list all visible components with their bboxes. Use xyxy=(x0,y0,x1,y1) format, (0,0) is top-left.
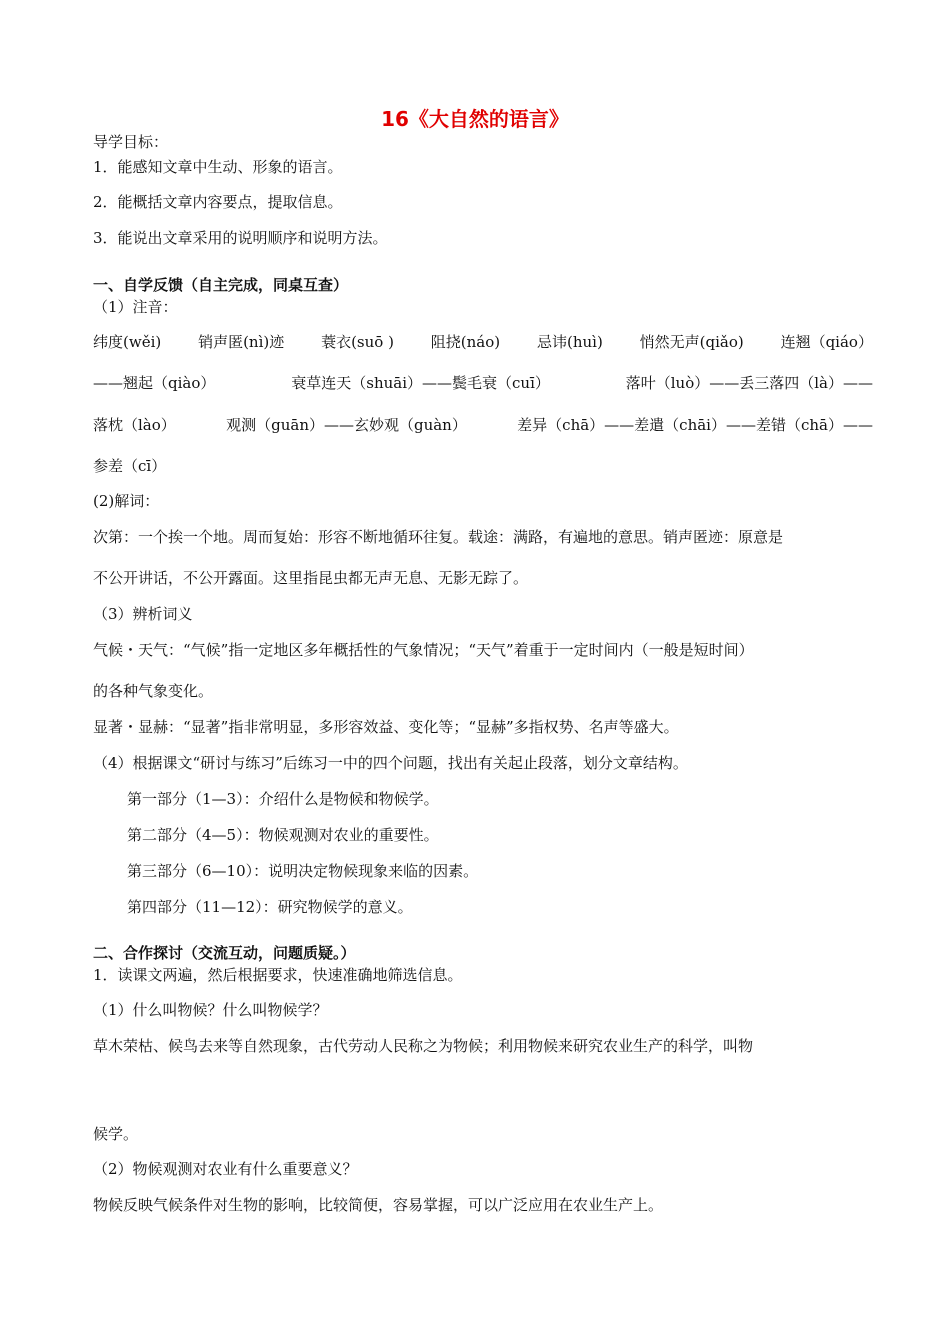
pinyin-row xyxy=(93,332,873,352)
structure-part: 第三部分（6—10）：说明决定物候现象来临的因素。 xyxy=(127,862,479,880)
pinyin-entry: 落叶（luò）——丢三落四（là）—— xyxy=(625,374,873,392)
pinyin-entry: 差异（chā）——差遣（chāi）——差错（chā）—— xyxy=(517,416,873,434)
pinyin-entry: 连翘（qiáo） xyxy=(780,333,873,351)
document-title: 16《大自然的语言》 xyxy=(381,107,569,131)
pinyin-label: （1）注音： xyxy=(93,298,178,316)
goal-item: 1．能感知文章中生动、形象的语言。 xyxy=(93,158,343,176)
synonym-text: 的各种气象变化。 xyxy=(93,682,214,700)
pinyin-row xyxy=(93,415,873,435)
pinyin-entry: 衰草连天（shuāi）——鬓毛衰（cuī） xyxy=(291,374,550,392)
pinyin-entry: 纬度(wěi) xyxy=(93,333,162,351)
pinyin-entry: 销声匿(nì)迹 xyxy=(198,333,285,351)
definition-text: 不公开讲话，不公开露面。这里指昆虫都无声无息、无影无踪了。 xyxy=(93,569,529,587)
structure-part: 第一部分（1—3）：介绍什么是物候和物候学。 xyxy=(127,790,439,808)
synonym-text: 显著・显赫：“显著”指非常明显，多形容效益、变化等；“显赫”多指权势、名声等盛大。 xyxy=(93,718,679,736)
pinyin-entry: 观测（guān）——玄妙观（guàn） xyxy=(226,416,467,434)
answer-text: 草木荣枯、候鸟去来等自然现象，古代劳动人民称之为物候；利用物候来研究农业生产的科学，叫物 xyxy=(93,1037,754,1055)
structure-part: 第二部分（4—5）：物候观测对农业的重要性。 xyxy=(127,826,439,844)
section2-heading: 二、合作探讨（交流互动，问题质疑。） xyxy=(93,944,356,962)
pinyin-row xyxy=(93,373,873,393)
pinyin-entry: ——翘起（qiào） xyxy=(93,374,216,392)
question: （2）物候观测对农业有什么重要意义？ xyxy=(93,1160,358,1178)
synonym-text: 气候・天气：“气候”指一定地区多年概括性的气象情况；“天气”着重于一定时间内（一般是短时间） xyxy=(93,641,754,659)
section2-intro: 1．读课文两遍，然后根据要求，快速准确地筛选信息。 xyxy=(93,966,463,984)
goal-item: 2．能概括文章内容要点，提取信息。 xyxy=(93,193,343,211)
answer-text: 物候反映气候条件对生物的影响，比较简便，容易掌握，可以广泛应用在农业生产上。 xyxy=(93,1196,664,1214)
pinyin-entry: 参差（cī） xyxy=(93,457,167,475)
structure-label: （4）根据课文“研讨与练习”后练习一中的四个问题，找出有关起止段落，划分文章结构。 xyxy=(93,754,688,772)
definition-text: 次第：一个挨一个地。周而复始：形容不断地循环往复。载途：满路，有遍地的意思。销声匿迹：原意是 xyxy=(93,528,784,546)
pinyin-entry: 阻挠(náo) xyxy=(430,333,501,351)
pinyin-entry: 悄然无声(qiǎo) xyxy=(639,333,744,351)
goals-heading: 导学目标： xyxy=(93,133,169,151)
question: （1）什么叫物候？什么叫物候学？ xyxy=(93,1001,328,1019)
pinyin-entry: 落枕（lào） xyxy=(93,416,176,434)
section1-heading: 一、自学反馈（自主完成，同桌互查） xyxy=(93,276,349,294)
pinyin-entry: 忌讳(huì) xyxy=(536,333,603,351)
synonyms-label: （3）辨析词义 xyxy=(93,605,193,623)
pinyin-entry: 蓑衣(suō ) xyxy=(321,333,394,351)
definitions-label: (2)解词： xyxy=(93,492,160,510)
goal-item: 3．能说出文章采用的说明顺序和说明方法。 xyxy=(93,229,388,247)
structure-part: 第四部分（11—12）：研究物候学的意义。 xyxy=(127,898,413,916)
answer-text: 候学。 xyxy=(93,1125,139,1143)
